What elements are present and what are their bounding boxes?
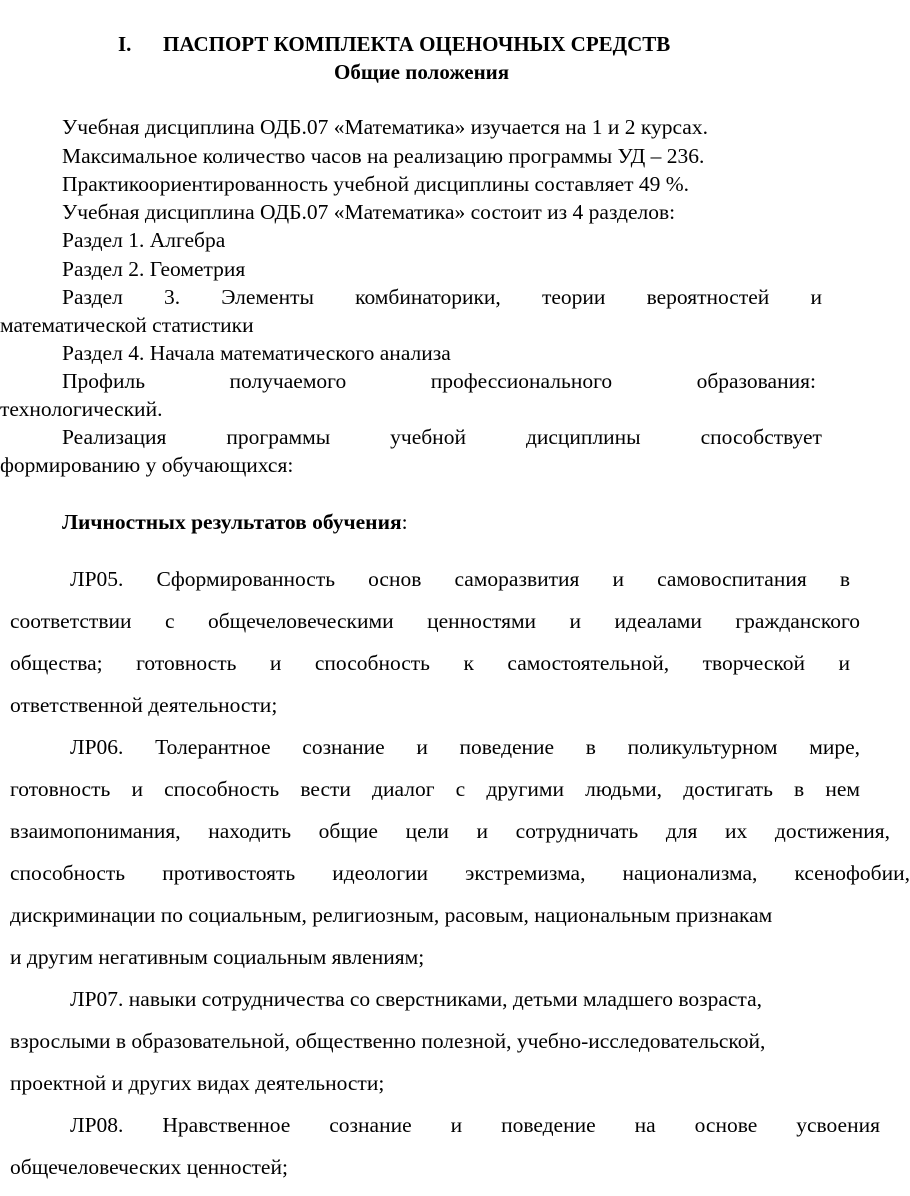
lr06-line-3-text: взаимопонимания, находить общие цели и сотрудничать для их достижения, [10,819,890,843]
intro-line-2: Максимальное количество часов на реализацию программы УД – 236. [62,144,705,168]
lr07-line-3: проектной и других видах деятельности; [10,1071,385,1095]
section-3-word: теории [541,285,606,309]
lr07-line-2: взрослыми в образовательной, общественно полезной, учебно-исследовательской, [10,1029,766,1053]
lr08-line-2: общечеловеческих ценностей; [10,1155,288,1179]
lr05-line-3-text: общества; готовность и способность к самостоятельной, творческой и [10,651,850,675]
lr06-line-5: дискриминации по социальным, религиозным, расовым, национальным признакам [10,903,773,927]
lr06-line-1-text: ЛР06. Толерантное сознание и поведение в поликультурном мире, [70,735,860,759]
section-3-continued: математической статистики [0,313,254,337]
section-3-word: 3. [163,285,181,309]
page-title: ПАСПОРТ КОМПЛЕКТА ОЦЕНОЧНЫХ СРЕДСТВ [163,32,671,56]
intro-line-1: Учебная дисциплина ОДБ.07 «Математика» изучается на 1 и 2 курсах. [62,115,708,139]
lr05-line-2 [10,610,860,634]
lr06-line-2-text: готовность и способность вести диалог с другими людьми, достигать в нем [10,777,860,801]
lr05-line-3 [10,652,850,676]
section-3-word: комбинаторики, [355,285,501,309]
section-3-word: вероятностей [646,285,770,309]
lr07-line-1: ЛР07. навыки сотрудничества со сверстниками, детьми младшего возраста, [70,987,763,1011]
implementation-continued: формированию у обучающихся: [0,453,294,477]
lr06-line-6: и другим негативным социальным явлениям; [10,945,425,969]
page-subtitle: Общие положения [334,60,510,84]
implementation-word: дисциплины [525,425,641,449]
lr06-line-2 [10,778,860,802]
intro-line-4: Учебная дисциплина ОДБ.07 «Математика» состоит из 4 разделов: [62,200,676,224]
implementation-line [62,426,822,450]
lr05-line-1 [70,568,850,592]
section-3-word: Раздел [62,285,123,309]
lr05-line-2-text: соответствии с общечеловеческими ценностями и идеалами гражданского [10,609,860,633]
profile-line [62,370,816,394]
lr08-line-1-text: ЛР08. Нравственное сознание и поведение на основе усвоения [70,1113,880,1137]
lr05-line-4: ответственной деятельности; [10,693,278,717]
personal-results-heading-colon: : [401,510,408,534]
lr06-line-4 [10,862,910,886]
section-3-word: и [810,285,822,309]
profile-continued: технологический. [0,397,163,421]
lr06-line-3 [10,820,890,844]
section-4: Раздел 4. Начала математического анализа [62,341,451,365]
lr06-line-1 [70,736,860,760]
profile-word: образования: [696,369,816,393]
section-1: Раздел 1. Алгебра [62,228,226,252]
lr05-line-1-text: ЛР05. Сформированность основ саморазвития и самовоспитания в [70,567,850,591]
lr08-line-1 [70,1114,880,1138]
section-2: Раздел 2. Геометрия [62,257,246,281]
section-3-word: Элементы [221,285,314,309]
section-number: I. [118,32,132,56]
implementation-word: учебной [390,425,466,449]
implementation-word: способствует [700,425,822,449]
implementation-word: Реализация [62,425,167,449]
profile-word: профессионального [430,369,613,393]
profile-word: получаемого [229,369,347,393]
section-3 [62,286,822,310]
personal-results-heading [62,511,408,535]
personal-results-heading-text: Личностных результатов обучения [62,510,402,534]
profile-word: Профиль [62,369,145,393]
intro-line-3: Практикоориентированность учебной дисциплины составляет 49 %. [62,172,690,196]
implementation-word: программы [226,425,331,449]
lr06-line-4-text: способность противостоять идеологии экстремизма, национализма, ксенофобии, [10,861,910,885]
